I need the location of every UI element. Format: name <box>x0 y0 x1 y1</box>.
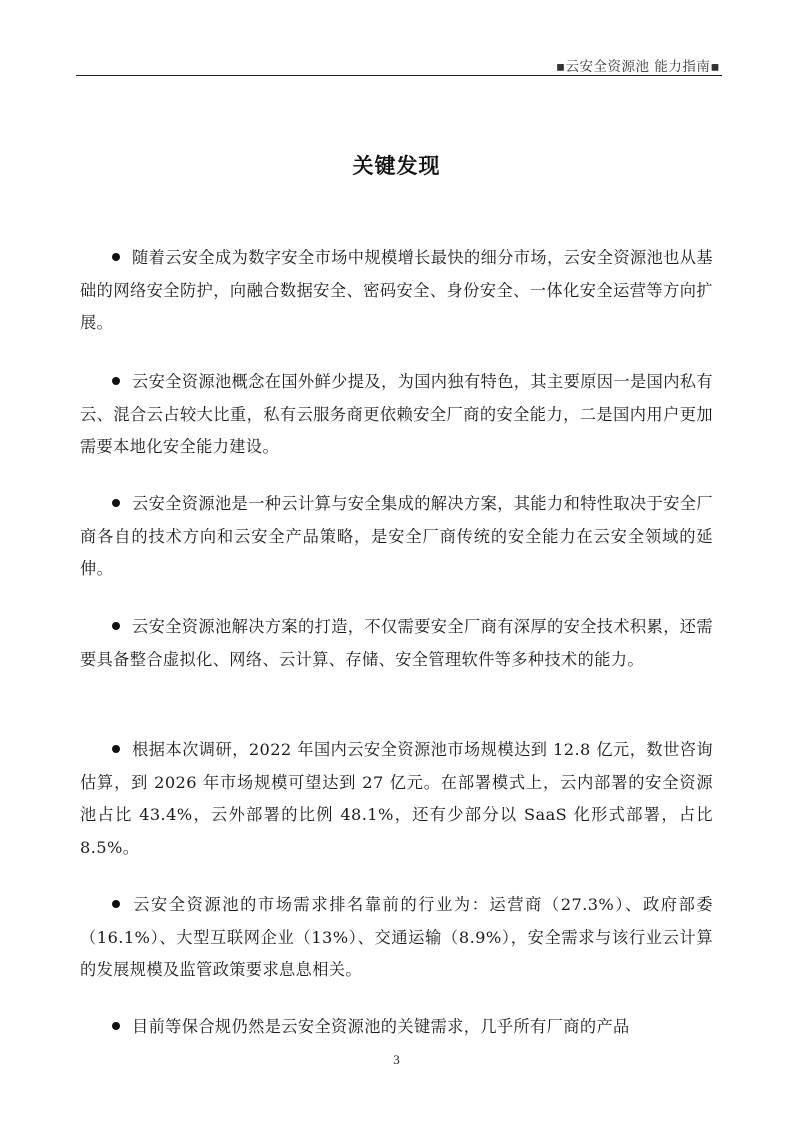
finding-text: 云安全资源池概念在国外鲜少提及，为国内独有特色，其主要原因一是国内私有云、混合云占较大比重，私有云服务商更依赖安全厂商的安全能力，二是国内用户更加需要本地化安全能力建设。 <box>80 372 713 456</box>
finding-paragraph <box>80 242 713 340</box>
running-header: ▪云安全资源池 能力指南▪ <box>555 59 720 75</box>
finding-text: 目前等保合规仍然是云安全资源池的关键需求，几乎所有厂商的产品 <box>132 1017 630 1036</box>
finding-paragraph <box>80 734 713 864</box>
finding-text: 云安全资源池是一种云计算与安全集成的解决方案，其能力和特性取决于安全厂商各自的技术方向和云安全产品策略，是安全厂商传统的安全能力在云安全领域的延伸。 <box>80 494 713 578</box>
page-number: 3 <box>393 1052 400 1067</box>
bullet-icon <box>112 745 120 753</box>
finding-paragraph <box>80 611 713 676</box>
finding-text: 云安全资源池解决方案的打造，不仅需要安全厂商有深厚的安全技术积累，还需要具备整合虚拟化、网络、云计算、存储、安全管理软件等多种技术的能力。 <box>80 617 713 669</box>
finding-text: 云安全资源池的市场需求排名靠前的行业为：运营商（27.3%）、政府部委（16.1%）、大型互联网企业（13%）、交通运输（8.9%），安全需求与该行业云计算的发展规模及监管政策要求息息相关。 <box>80 895 713 979</box>
bullet-icon <box>112 900 120 908</box>
finding-paragraph <box>80 1011 713 1044</box>
finding-text: 根据本次调研，2022 年国内云安全资源池市场规模达到 12.8 亿元，数世咨询估算，到 2026 年市场规模可望达到 27 亿元。在部署模式上，云内部署的安全资源池占比 43.4%，云外部署的比例 48.1%，还有少部分以 SaaS 化形式部署，占比 8.5%。 <box>80 740 713 857</box>
bullet-icon <box>112 499 120 507</box>
bullet-icon <box>112 377 120 385</box>
finding-paragraph <box>80 889 713 987</box>
bullet-icon <box>112 253 120 261</box>
page-title: 关键发现 <box>352 154 441 178</box>
bullet-icon <box>112 622 120 630</box>
header-rule <box>76 75 722 76</box>
finding-paragraph <box>80 366 713 464</box>
finding-text: 随着云安全成为数字安全市场中规模增长最快的细分市场，云安全资源池也从基础的网络安全防护，向融合数据安全、密码安全、身份安全、一体化安全运营等方向扩展。 <box>80 248 713 332</box>
finding-paragraph <box>80 488 713 586</box>
bullet-icon <box>112 1022 120 1030</box>
